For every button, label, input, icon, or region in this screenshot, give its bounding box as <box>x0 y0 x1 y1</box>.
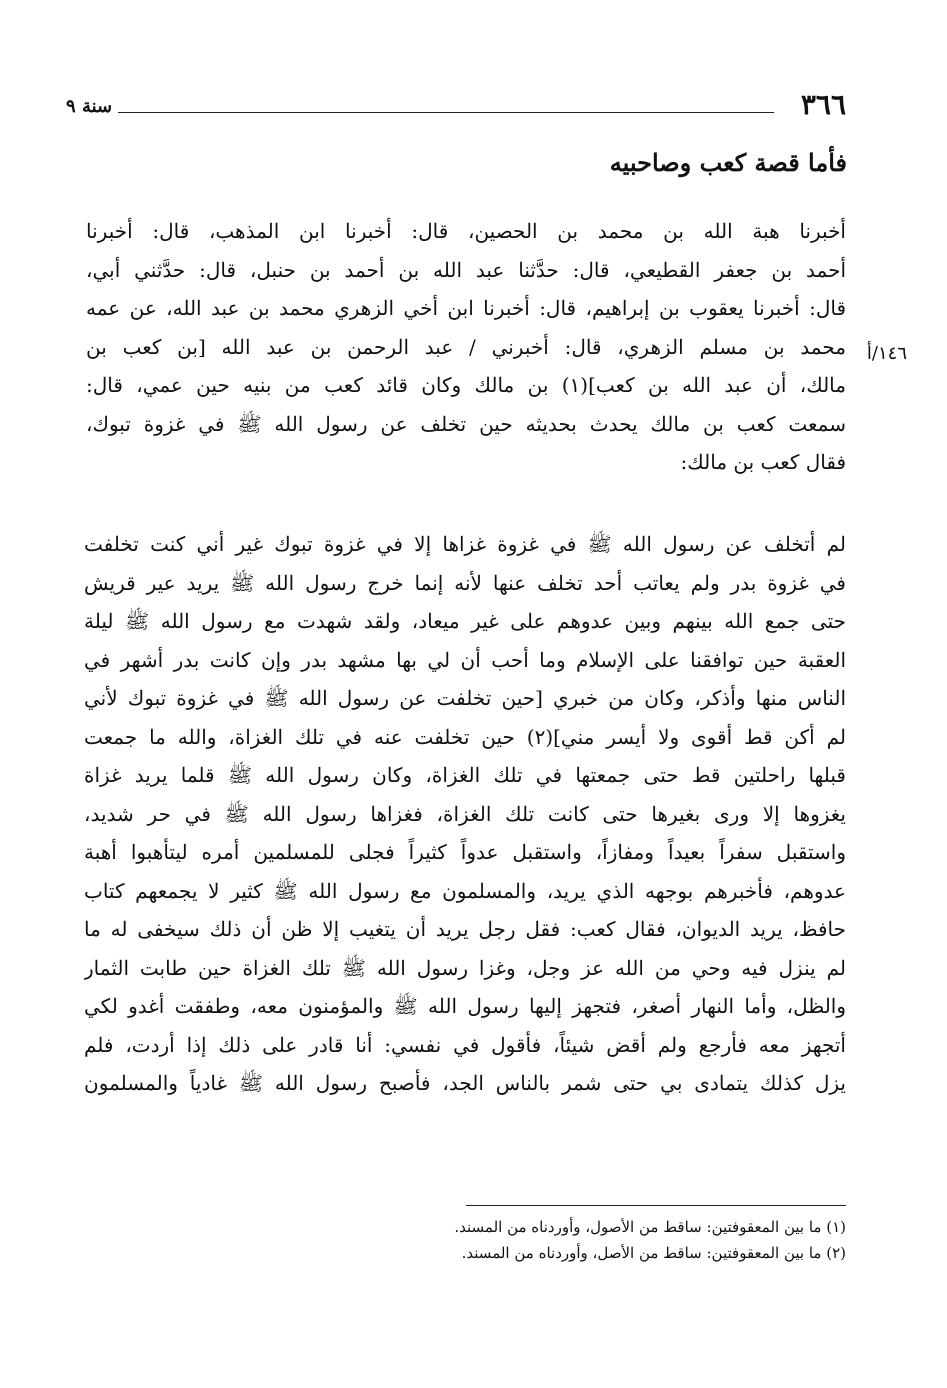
text-line: أتجهز معه فأرجع ولم أقض شيئاً، فأقول في نفسي: أنا قادر على ذلك إذا أردت، فلم <box>84 1032 846 1057</box>
text-line: أحمد بن جعفر القطيعي، قال: حدَّثنا عبد الله بن أحمد بن حنبل، قال: حدَّثني أبي، <box>86 257 846 282</box>
text-line: يغزوها إلا ورى بغيرها حتى كانت تلك الغزاة، فغزاها رسول الله ﷺ في حر شديد، <box>84 801 846 826</box>
text-line: مالك، أن عبد الله بن كعب](١) بن مالك وكان قائد كعب من بنيه حين عمي، قال: <box>86 373 846 397</box>
year-label: سنة ٩ <box>66 96 113 117</box>
text-line: لم أتخلف عن رسول الله ﷺ في غزوة غزاها إلا في غزوة تبوك غير أني كنت تخلفت <box>84 532 846 556</box>
text-line: حتى جمع الله بينهم وبين عدوهم على غير ميعاد، ولقد شهدت مع رسول الله ﷺ ليلة <box>84 609 846 633</box>
text-line: حافظ، يريد الديوان، فقال كعب: فقل رجل يريد أن يتغيب إلا ظن أن ذلك سيخفى له ما <box>84 917 846 941</box>
section-title: فأما قصة كعب وصاحبيه <box>609 148 847 177</box>
text-line: العقبة حين توافقنا على الإسلام وما أحب أن لي بها مشهد بدر وإن كانت بدر أشهر في <box>84 647 846 672</box>
page-number: ٣٦٦ <box>800 88 846 121</box>
text-line: واستقبل سفراً بعيداً ومفازاً، واستقبل عدواً كثيراً فجلى للمسلمين أمره ليتأهبوا أهبة <box>84 840 846 864</box>
text-line: يزل كذلك يتمادى بي حتى شمر بالناس الجد، فأصبح رسول الله ﷺ غادياً والمسلمون <box>84 1071 846 1095</box>
text-line: فقال كعب بن مالك: <box>680 450 846 474</box>
text-line: محمد بن مسلم الزهري، قال: أخبرني / عبد الرحمن بن عبد الله [بن كعب بن <box>86 334 846 359</box>
text-line: سمعت كعب بن مالك يحدث بحديثه حين تخلف عن رسول الله ﷺ في غزوة تبوك، <box>86 411 846 436</box>
text-line: أخبرنا هبة الله بن محمد بن الحصين، قال: أخبرنا ابن المذهب، قال: أخبرنا <box>86 219 846 243</box>
narrative-paragraph <box>84 525 846 1103</box>
footnote-rule <box>466 1205 846 1206</box>
footnotes <box>346 1214 846 1266</box>
text-line: قبلها راحلتين قط حتى جمعتها في تلك الغزاة، وكان رسول الله ﷺ قلما يريد غزاة <box>84 763 846 787</box>
text-line: لم أكن قط أقوى ولا أيسر مني](٢) حين تخلفت عنه في تلك الغزاة، والله ما جمعت <box>84 724 846 749</box>
text-line: الناس منها وأذكر، وكان من خبري [حين تخلفت عن رسول الله ﷺ في غزوة تبوك لأني <box>84 686 846 710</box>
margin-folio-note: ١٤٦/أ <box>866 343 907 364</box>
page-header <box>66 88 846 128</box>
text-line: والظل، وأما النهار أصغر، فتجهز إليها رسول الله ﷺ والمؤمنون معه، وطفقت أغدو لكي <box>84 994 846 1018</box>
footnote-1: (١) ما بين المعقوفتين: ساقط من الأصول، وأوردناه من المسند. <box>454 1218 846 1236</box>
isnad-paragraph <box>86 212 846 482</box>
footnote-2: (٢) ما بين المعقوفتين: ساقط من الأصل، وأوردناه من المسند. <box>461 1244 846 1262</box>
text-line: قال: أخبرنا يعقوب بن إبراهيم، قال: أخبرنا ابن أخي الزهري محمد بن عبد الله، عن عمه <box>86 296 846 320</box>
text-line: في غزوة بدر ولم يعاتب أحد تخلف عنها لأنه إنما خرج رسول الله ﷺ يريد عير قريش <box>84 570 846 595</box>
text-line: عدوهم، فأخبرهم بوجهه الذي يريد، والمسلمون مع رسول الله ﷺ كثير لا يجمعهم كتاب <box>84 878 846 903</box>
text-line: لم ينزل فيه وحي من الله عز وجل، وغزا رسول الله ﷺ تلك الغزاة حين طابت الثمار <box>84 955 846 980</box>
header-rule <box>118 112 774 113</box>
